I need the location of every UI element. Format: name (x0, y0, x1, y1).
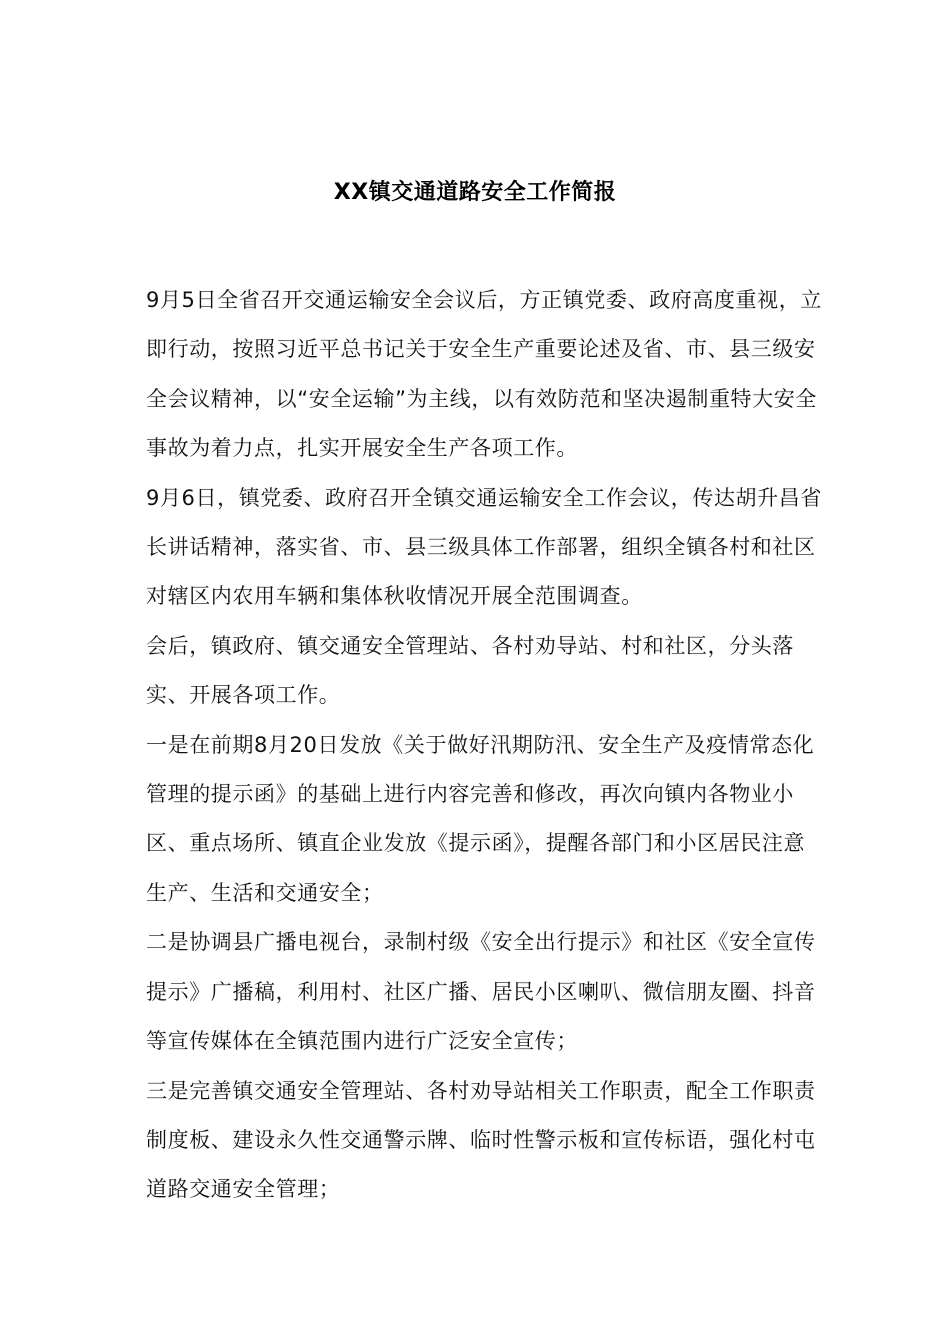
paragraph-follow-up: 会后，镇政府、镇交通安全管理站、各村劝导站、村和社区，分头落实、开展各项工作。 (146, 633, 794, 708)
document-title: XX镇交通道路安全工作简报 (333, 179, 617, 205)
paragraph-meeting-sept-6: 9月6日，镇党委、政府召开全镇交通运输安全工作会议，传达胡升昌省长讲话精神，落实省、市、县三级具体工作部署，组织全镇各村和社区对辖区内农用车辆和集体秋收情况开展全范围调查。 (146, 485, 822, 609)
paragraph-meeting-sept-5: 9月5日全省召开交通运输安全会议后，方正镇党委、政府高度重视，立即行动，按照习近平总书记关于安全生产重要论述及省、市、县三级安全会议精神，以“安全运输”为主线，以有效防范和坚决遏制重特大安全事故为着力点，扎实开展安全生产各项工作。 (146, 288, 822, 461)
paragraph-item-three: 三是完善镇交通安全管理站、各村劝导站相关工作职责，配全工作职责制度板、建设永久性交通警示牌、临时性警示板和宣传标语，强化村屯道路交通安全管理； (146, 1078, 816, 1202)
paragraph-item-two: 二是协调县广播电视台，录制村级《安全出行提示》和社区《安全宣传提示》广播稿，利用村、社区广播、居民小区喇叭、微信朋友圈、抖音等宣传媒体在全镇范围内进行广泛安全宣传； (146, 930, 816, 1054)
paragraph-item-one: 一是在前期8月20日发放《关于做好汛期防汛、安全生产及疫情常态化管理的提示函》的基础上进行内容完善和修改，再次向镇内各物业小区、重点场所、镇直企业发放《提示函》，提醒各部门和小区居民注意生产、生活和交通安全； (146, 732, 815, 905)
document-body (146, 276, 826, 1215)
